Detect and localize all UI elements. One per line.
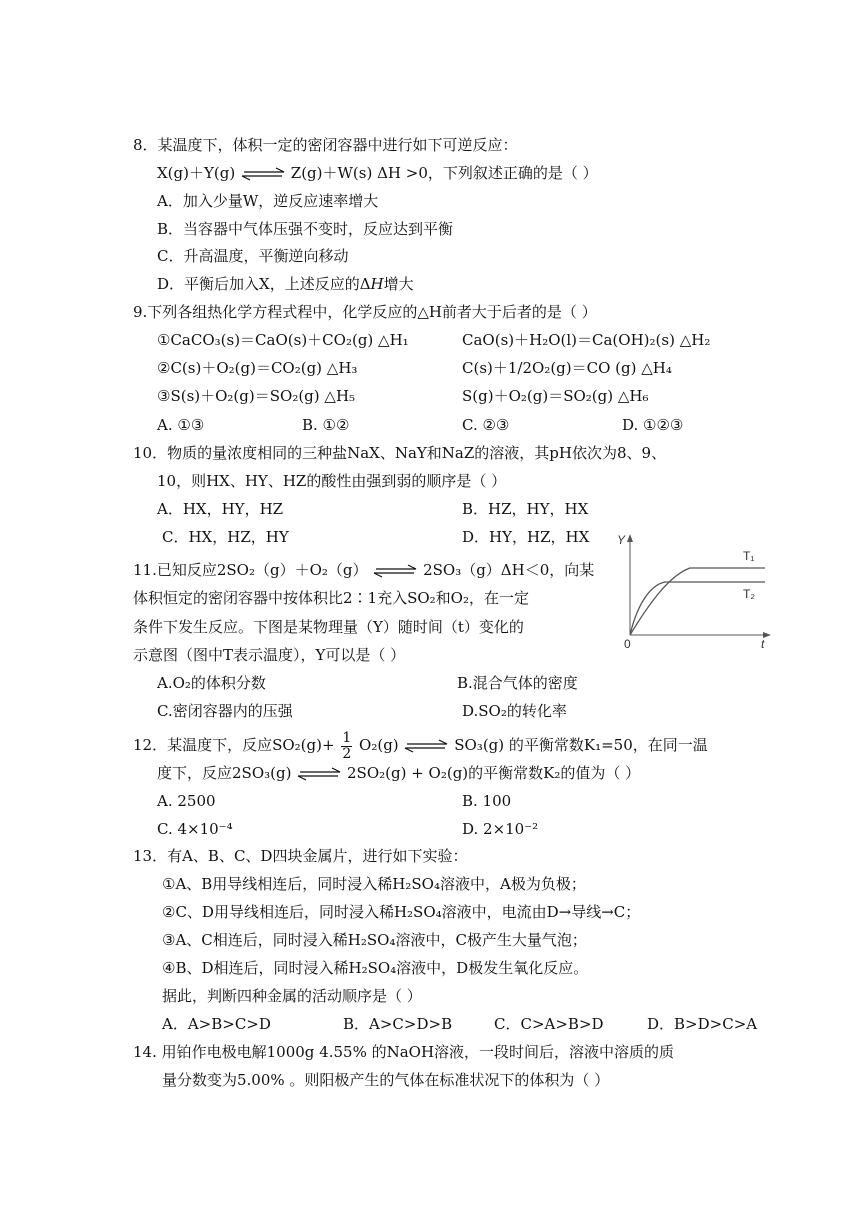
q14-stem-line1: 14. 用铂作电极电解1000g 4.55% 的NaOH溶液，一段时间后，溶液中溶质的质: [133, 1043, 675, 1061]
one-half-fraction: [341, 731, 352, 762]
q8-option-d[interactable]: [157, 274, 414, 294]
q8-d-post: 增大: [383, 275, 414, 293]
q12-option-a[interactable]: A. 2500: [157, 792, 216, 810]
q9-r1-right: CaO(s)＋H₂O(l)＝Ca(OH)₂(s) △H₂: [462, 331, 711, 349]
q10-stem-line1: 10．物质的量浓度相同的三种盐NaX、NaY和NaZ的溶液，其pH依次为8、9、: [133, 444, 667, 462]
q11-stem-line1: [133, 560, 594, 580]
fraction-denominator: 2: [342, 745, 352, 762]
q12-option-d[interactable]: D. 2×10⁻²: [462, 820, 539, 838]
q12-option-b[interactable]: B. 100: [462, 792, 512, 810]
q10-option-b[interactable]: B．HZ，HY，HX: [462, 500, 589, 518]
q11-eq-right: 2SO₃（g）ΔH＜0，向某: [423, 561, 595, 579]
q8-eq-left: X(g)＋Y(g): [157, 164, 236, 182]
q12-stem-mid: O₂(g): [359, 736, 399, 754]
q12-stem-post: SO₃(g) 的平衡常数K₁=50，在同一温: [454, 736, 708, 754]
q12-stem2-post: 2SO₂(g) + O₂(g)的平衡常数K₂的值为（ ）: [347, 764, 641, 782]
q9-option-d[interactable]: D. ①②③: [622, 416, 684, 434]
q10-option-c[interactable]: C．HX，HZ，HY: [162, 528, 289, 546]
q14-stem-line2: 量分数变为5.00% 。则阳极产生的气体在标准状况下的体积为（ ）: [162, 1071, 610, 1089]
q9-r2-right: C(s)＋1/2O₂(g)＝CO (g) △H₄: [462, 359, 672, 377]
q9-r3-right: S(g)＋O₂(g)＝SO₂(g) △H₆: [462, 387, 649, 405]
y-axis-arrow-icon: [627, 534, 633, 542]
q13-option-b[interactable]: B．A>C>D>B: [343, 1015, 453, 1033]
equilibrium-arrow-icon: [296, 767, 342, 781]
q12-stem-line1: [133, 730, 708, 762]
fraction-numerator: 1: [342, 729, 352, 746]
q12-stem-line2: [157, 763, 640, 783]
equilibrium-arrow-icon: [403, 739, 449, 753]
q8-d-text: D．平衡后加入X，上述反应的Δ: [157, 275, 371, 293]
q11-option-c[interactable]: C.密闭容器内的压强: [157, 702, 293, 720]
graph-x-label: t: [761, 637, 765, 651]
q8-option-a[interactable]: A．加入少量W，逆反应速率增大: [157, 192, 379, 210]
q13-option-c[interactable]: C．C>A>B>D: [494, 1015, 604, 1033]
q9-r3-left: ③S(s)＋O₂(g)＝SO₂(g) △H₅: [157, 387, 356, 405]
graph-y-label: Y: [617, 533, 626, 547]
q9-option-b[interactable]: B. ①②: [302, 416, 350, 434]
curve-t1: [630, 568, 765, 635]
q11-option-b[interactable]: B.混合气体的密度: [457, 674, 578, 692]
q13-stem: 13．有A、B、C、D四块金属片，进行如下实验：: [133, 847, 468, 865]
q10-stem-line2: 10，则HX、HY、HZ的酸性由强到弱的顺序是（ ）: [157, 472, 507, 490]
q8-equation: [157, 163, 598, 183]
temperature-curve-graph: [615, 530, 775, 655]
graph-t2-label: T₂: [743, 587, 755, 601]
q9-stem: 9.下列各组热化学方程式程中，化学反应的△H前者大于后者的是（ ）: [133, 303, 597, 321]
q11-eq-left: 11.已知反应2SO₂（g）＋O₂（g）: [133, 561, 368, 579]
q13-option-a[interactable]: A．A>B>C>D: [162, 1015, 271, 1033]
q10-option-d[interactable]: D．HY，HZ，HX: [462, 528, 590, 546]
q13-statement-1: ①A、B用导线相连后，同时浸入稀H₂SO₄溶液中，A极为负极；: [162, 875, 586, 893]
q11-option-a[interactable]: A.O₂的体积分数: [157, 674, 266, 692]
q13-statement-2: ②C、D用导线相连后，同时浸入稀H₂SO₄溶液中，电流由D→导线→C；: [162, 903, 641, 921]
q9-r1-left: ①CaCO₃(s)＝CaO(s)＋CO₂(g) △H₁: [157, 331, 409, 349]
q13-statement-3: ③A、C相连后，同时浸入稀H₂SO₄溶液中，C极产生大量气泡；: [162, 931, 587, 949]
q13-statement-5: 据此，判断四种金属的活动顺序是（ ）: [162, 987, 422, 1005]
q12-stem2-pre: 度下，反应2SO₃(g): [157, 764, 292, 782]
q9-option-c[interactable]: C. ②③: [462, 416, 510, 434]
q11-stem-line4: 示意图（图中T表示温度），Y可以是（ ）: [133, 646, 406, 664]
q8-stem: 8．某温度下，体积一定的密闭容器中进行如下可逆反应：: [133, 136, 518, 154]
q11-stem-line3: 条件下发生反应。下图是某物理量（Y）随时间（t）变化的: [133, 618, 524, 636]
graph-t1-label: T₁: [743, 549, 755, 563]
q8-option-b[interactable]: B．当容器中气体压强不变时，反应达到平衡: [157, 220, 454, 238]
q13-statement-4: ④B、D相连后，同时浸入稀H₂SO₄溶液中，D极发生氧化反应。: [162, 959, 589, 977]
q11-stem-line2: 体积恒定的密闭容器中按体积比2∶1充入SO₂和O₂，在一定: [133, 589, 529, 607]
graph-origin-label: 0: [624, 637, 631, 651]
q13-option-d[interactable]: D．B>D>C>A: [647, 1015, 758, 1033]
equilibrium-arrow-icon: [240, 167, 286, 181]
q8-eq-right: Z(g)＋W(s) ΔH >0，下列叙述正确的是（ ）: [290, 164, 598, 182]
equilibrium-arrow-icon: [372, 564, 418, 578]
q8-d-h: H: [370, 275, 384, 293]
q10-option-a[interactable]: A．HX，HY，HZ: [157, 500, 284, 518]
q11-option-d[interactable]: D.SO₂的转化率: [462, 702, 567, 720]
q8-option-c[interactable]: C．升高温度，平衡逆向移动: [157, 247, 349, 265]
q9-option-a[interactable]: A. ①③: [157, 416, 205, 434]
q12-option-c[interactable]: C. 4×10⁻⁴: [157, 820, 233, 838]
q9-r2-left: ②C(s)＋O₂(g)＝CO₂(g) △H₃: [157, 359, 358, 377]
q12-stem-pre: 12．某温度下，反应SO₂(g)+: [133, 736, 335, 754]
